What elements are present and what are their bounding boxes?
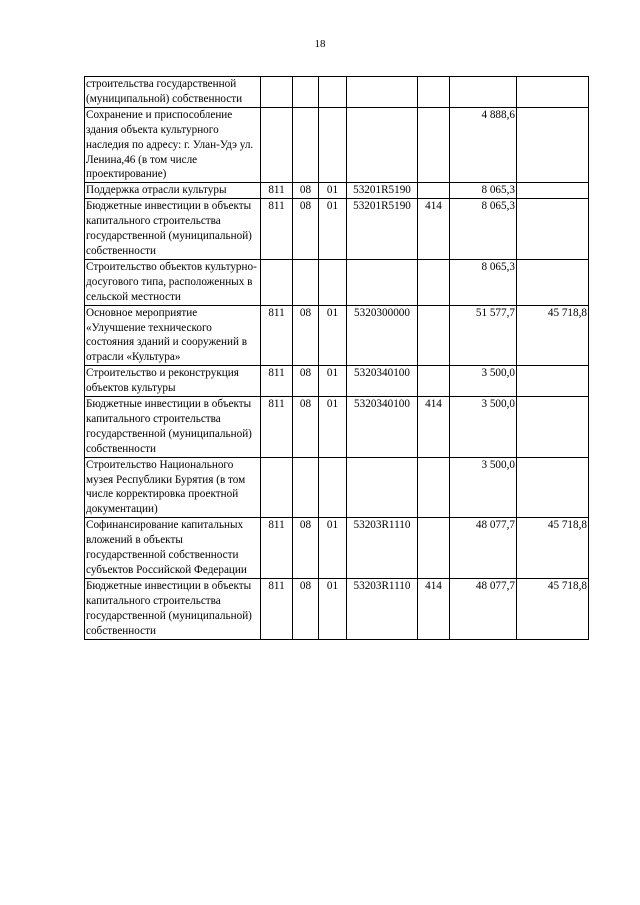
subsection-code-cell: 01 <box>319 578 347 639</box>
ministry-code-cell: 811 <box>261 199 293 260</box>
amount-second-cell: 45 718,8 <box>517 518 589 579</box>
amount-cell: 48 077,7 <box>450 578 517 639</box>
expense-type-cell <box>418 77 450 108</box>
expense-type-cell <box>418 107 450 183</box>
table-row <box>85 77 589 108</box>
expense-type-cell <box>418 305 450 366</box>
table-row <box>85 107 589 183</box>
expense-type-cell <box>418 366 450 397</box>
amount-second-cell <box>517 199 589 260</box>
subsection-code-cell: 01 <box>319 183 347 199</box>
section-code-cell: 08 <box>293 518 319 579</box>
target-article-cell: 53203R1110 <box>347 518 418 579</box>
ministry-code-cell <box>261 457 293 518</box>
table-row <box>85 366 589 397</box>
target-article-cell: 5320340100 <box>347 397 418 458</box>
section-code-cell: 08 <box>293 305 319 366</box>
table-row <box>85 578 589 639</box>
table-row <box>85 183 589 199</box>
row-name-cell: Бюджетные инвестиции в объекты капитального строительства государственной (муниципальной) собственности <box>85 578 261 639</box>
ministry-code-cell <box>261 107 293 183</box>
ministry-code-cell <box>261 77 293 108</box>
expense-type-cell <box>418 457 450 518</box>
amount-cell: 8 065,3 <box>450 199 517 260</box>
row-name-cell: строительства государственной (муниципальной) собственности <box>85 77 261 108</box>
row-name-cell: Бюджетные инвестиции в объекты капитального строительства государственной (муниципальной) собственности <box>85 397 261 458</box>
amount-second-cell: 45 718,8 <box>517 578 589 639</box>
page-number: 18 <box>314 38 326 50</box>
section-code-cell: 08 <box>293 578 319 639</box>
table-row <box>85 305 589 366</box>
section-code-cell: 08 <box>293 366 319 397</box>
expense-type-cell <box>418 518 450 579</box>
amount-cell: 4 888,6 <box>450 107 517 183</box>
amount-second-cell: 45 718,8 <box>517 305 589 366</box>
section-code-cell <box>293 107 319 183</box>
subsection-code-cell: 01 <box>319 518 347 579</box>
table-row <box>85 397 589 458</box>
target-article-cell <box>347 77 418 108</box>
amount-cell: 3 500,0 <box>450 366 517 397</box>
subsection-code-cell: 01 <box>319 305 347 366</box>
amount-cell: 3 500,0 <box>450 397 517 458</box>
ministry-code-cell <box>261 259 293 305</box>
target-article-cell <box>347 107 418 183</box>
ministry-code-cell: 811 <box>261 305 293 366</box>
target-article-cell: 53201R5190 <box>347 183 418 199</box>
subsection-code-cell: 01 <box>319 397 347 458</box>
row-name-cell: Софинансирование капитальных вложений в объекты государственной собственности субъектов Российской Федерации <box>85 518 261 579</box>
ministry-code-cell: 811 <box>261 518 293 579</box>
amount-cell: 48 077,7 <box>450 518 517 579</box>
amount-cell: 8 065,3 <box>450 183 517 199</box>
amount-second-cell <box>517 366 589 397</box>
amount-cell: 8 065,3 <box>450 259 517 305</box>
table-row <box>85 518 589 579</box>
row-name-cell: Поддержка отрасли культуры <box>85 183 261 199</box>
target-article-cell: 53201R5190 <box>347 199 418 260</box>
section-code-cell <box>293 259 319 305</box>
amount-second-cell <box>517 183 589 199</box>
table-body <box>85 77 589 640</box>
row-name-cell: Строительство объектов культурно-досугового типа, расположенных в сельской местности <box>85 259 261 305</box>
target-article-cell <box>347 259 418 305</box>
subsection-code-cell: 01 <box>319 366 347 397</box>
section-code-cell <box>293 457 319 518</box>
target-article-cell: 53203R1110 <box>347 578 418 639</box>
table-row <box>85 457 589 518</box>
row-name-cell: Бюджетные инвестиции в объекты капитального строительства государственной (муниципальной) собственности <box>85 199 261 260</box>
row-name-cell: Основное мероприятие «Улучшение технического состояния зданий и сооружений в отрасли «Культура» <box>85 305 261 366</box>
ministry-code-cell: 811 <box>261 397 293 458</box>
amount-cell <box>450 77 517 108</box>
amount-second-cell <box>517 107 589 183</box>
section-code-cell: 08 <box>293 199 319 260</box>
expense-type-cell <box>418 183 450 199</box>
ministry-code-cell: 811 <box>261 183 293 199</box>
ministry-code-cell: 811 <box>261 366 293 397</box>
budget-table <box>84 76 589 640</box>
section-code-cell: 08 <box>293 397 319 458</box>
row-name-cell: Строительство Национального музея Республики Бурятия (в том числе корректировка проектной документации) <box>85 457 261 518</box>
amount-second-cell <box>517 77 589 108</box>
amount-second-cell <box>517 457 589 518</box>
row-name-cell: Строительство и реконструкция объектов культуры <box>85 366 261 397</box>
expense-type-cell <box>418 259 450 305</box>
subsection-code-cell <box>319 107 347 183</box>
subsection-code-cell <box>319 77 347 108</box>
row-name-cell: Сохранение и приспособление здания объекта культурного наследия по адресу: г. Улан-Удэ ул. Ленина,46 (в том числе проектирование) <box>85 107 261 183</box>
subsection-code-cell <box>319 457 347 518</box>
subsection-code-cell <box>319 259 347 305</box>
amount-second-cell <box>517 397 589 458</box>
expense-type-cell: 414 <box>418 199 450 260</box>
amount-cell: 51 577,7 <box>450 305 517 366</box>
target-article-cell <box>347 457 418 518</box>
section-code-cell: 08 <box>293 183 319 199</box>
subsection-code-cell: 01 <box>319 199 347 260</box>
table-row <box>85 199 589 260</box>
ministry-code-cell: 811 <box>261 578 293 639</box>
amount-second-cell <box>517 259 589 305</box>
section-code-cell <box>293 77 319 108</box>
target-article-cell: 5320340100 <box>347 366 418 397</box>
expense-type-cell: 414 <box>418 397 450 458</box>
table-row <box>85 259 589 305</box>
target-article-cell: 5320300000 <box>347 305 418 366</box>
amount-cell: 3 500,0 <box>450 457 517 518</box>
expense-type-cell: 414 <box>418 578 450 639</box>
